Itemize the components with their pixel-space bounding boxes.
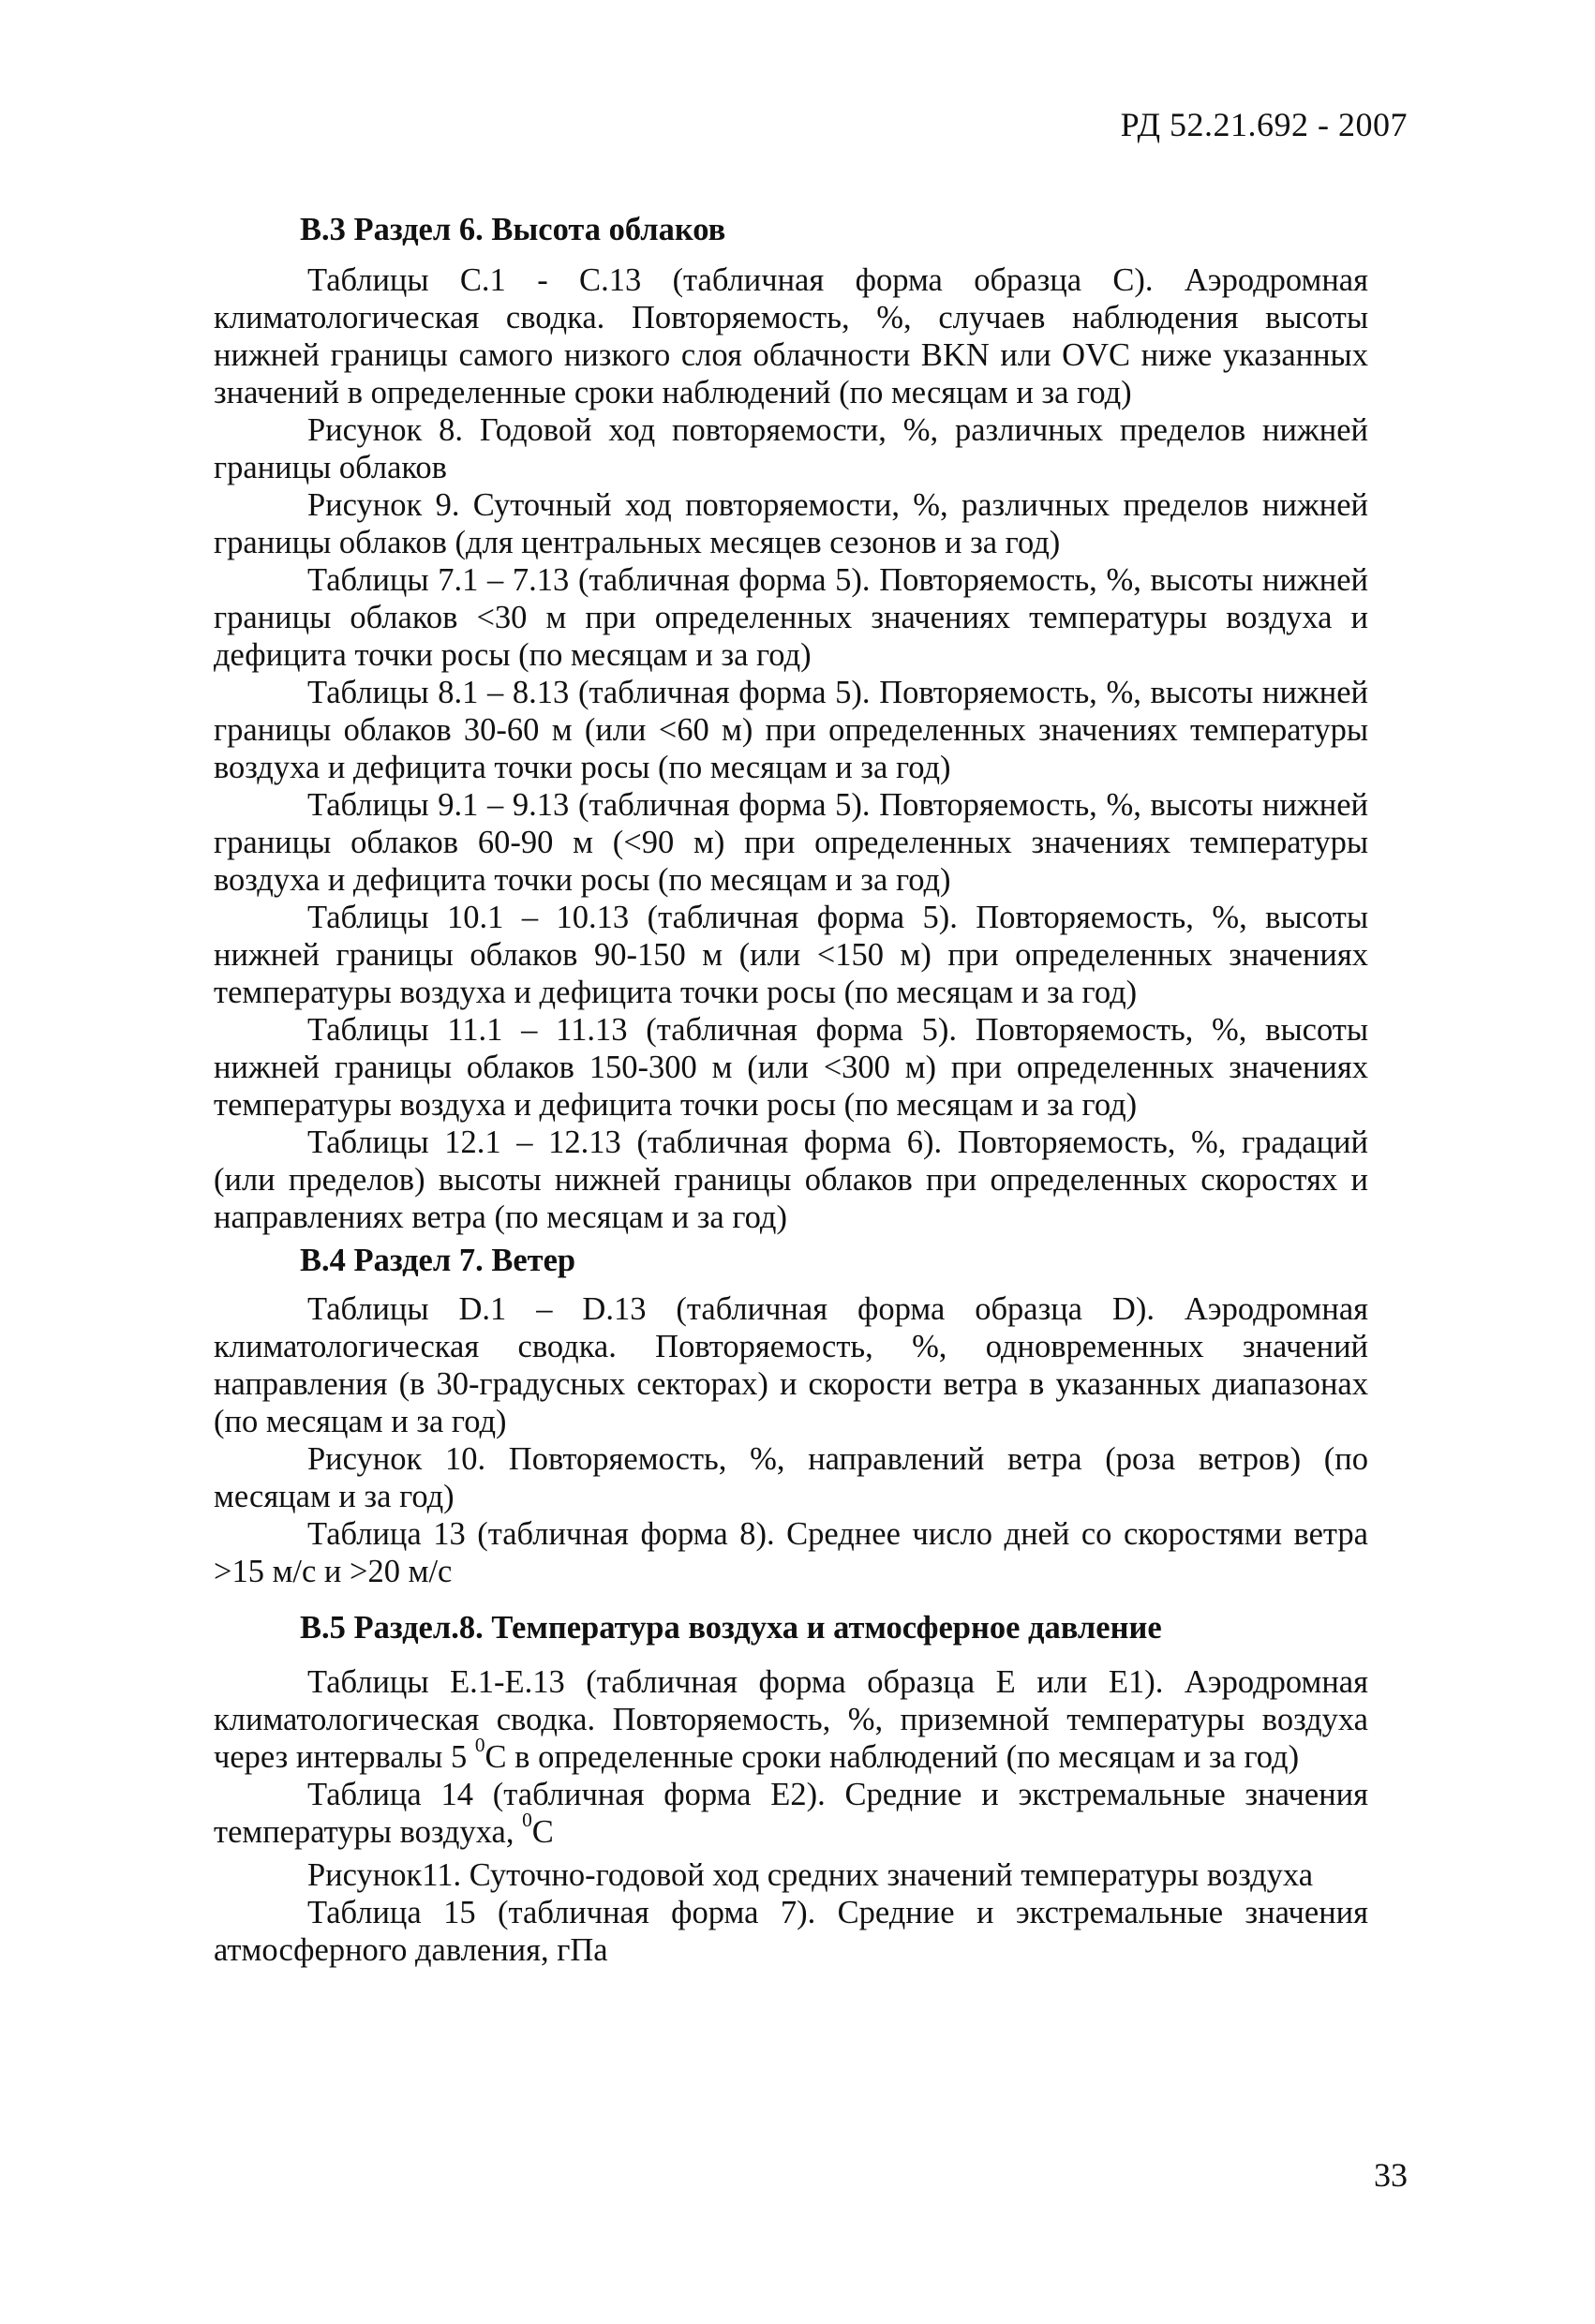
paragraph: Таблица 15 (табличная форма 7). Средние и экстремальные значения атмосферного давления, гПа <box>214 1895 1368 1968</box>
paragraph: Рисунок 9. Суточный ход повторяемости, %, различных пределов нижней границы облаков (для центральных месяцев сезонов и за год) <box>214 487 1368 560</box>
paragraph: Таблицы 8.1 – 8.13 (табличная форма 5). Повторяемость, %, высоты нижней границы облаков 30-60 м (или <60 м) при определенных значениях температуры воздуха и дефицита точки росы (по месяцам и за год) <box>214 675 1368 785</box>
paragraph: Таблицы 10.1 – 10.13 (табличная форма 5). Повторяемость, %, высоты нижней границы облаков 90-150 м (или <150 м) при определенных значениях температуры воздуха и дефицита точки росы (по месяцам и за год) <box>214 900 1368 1010</box>
paragraph-text: Таблица 14 (табличная форма Е2). Средние и экстремальные значения температуры воздуха, <box>214 1777 1368 1850</box>
paragraph: Таблицы 9.1 – 9.13 (табличная форма 5). Повторяемость, %, высоты нижней границы облаков 60-90 м (<90 м) при определенных значениях температуры воздуха и дефицита точки росы (по месяцам и за год) <box>214 787 1368 898</box>
section-heading-b3: В.3 Раздел 6. Высота облаков <box>300 212 726 247</box>
superscript-degree: 0 <box>522 1808 532 1831</box>
superscript-degree: 0 <box>474 1733 485 1756</box>
section-heading-b4: В.4 Раздел 7. Ветер <box>300 1243 576 1278</box>
paragraph-text: Таблицы Е.1-Е.13 (табличная форма образца Е или Е1). Аэродромная климатологическая сводка. Повторяемость, %, приземной температуры воздуха через интервалы 5 <box>214 1664 1368 1775</box>
paragraph: Таблицы D.1 – D.13 (табличная форма образца D). Аэродромная климатологическая сводка. Повторяемость, %, одновременных значений направления (в 30-градусных секторах) и скорости ветра в указанных диапазонах (по месяцам и за год) <box>214 1291 1368 1439</box>
page-number: 33 <box>1374 2156 1408 2194</box>
paragraph-text: С <box>531 1814 554 1850</box>
paragraph: Рисунок11. Суточно-годовой ход средних значений температуры воздуха <box>307 1857 1314 1893</box>
paragraph <box>214 1776 1368 1851</box>
paragraph <box>214 1663 1368 1776</box>
document-body <box>214 211 1368 1969</box>
paragraph-text: С в определенные сроки наблюдений (по месяцам и за год) <box>484 1739 1300 1775</box>
paragraph: Таблица 13 (табличная форма 8). Среднее число дней со скоростями ветра >15 м/с и >20 м/с <box>214 1516 1368 1589</box>
section-heading-b5: В.5 Раздел.8. Температура воздуха и атмосферное давление <box>300 1610 1162 1646</box>
paragraph: Таблицы С.1 - С.13 (табличная форма образца С). Аэродромная климатологическая сводка. Повторяемость, %, случаев наблюдения высоты нижней границы самого низкого слоя облачности BKN или OVC ниже указанных значений в определенные сроки наблюдений (по месяцам и за год) <box>214 262 1368 410</box>
paragraph: Рисунок 10. Повторяемость, %, направлений ветра (роза ветров) (по месяцам и за год) <box>214 1441 1368 1514</box>
paragraph: Таблицы 11.1 – 11.13 (табличная форма 5). Повторяемость, %, высоты нижней границы облаков 150-300 м (или <300 м) при определенных значениях температуры воздуха и дефицита точки росы (по месяцам и за год) <box>214 1012 1368 1123</box>
paragraph: Рисунок 8. Годовой ход повторяемости, %, различных пределов нижней границы облаков <box>214 412 1368 485</box>
paragraph: Таблицы 7.1 – 7.13 (табличная форма 5). Повторяемость, %, высоты нижней границы облаков <30 м при определенных значениях температуры воздуха и дефицита точки росы (по месяцам и за год) <box>214 562 1368 673</box>
paragraph: Таблицы 12.1 – 12.13 (табличная форма 6). Повторяемость, %, градаций (или пределов) высоты нижней границы облаков при определенных скоростях и направлениях ветра (по месяцам и за год) <box>214 1125 1368 1235</box>
document-code-header: РД 52.21.692 - 2007 <box>1120 106 1408 143</box>
